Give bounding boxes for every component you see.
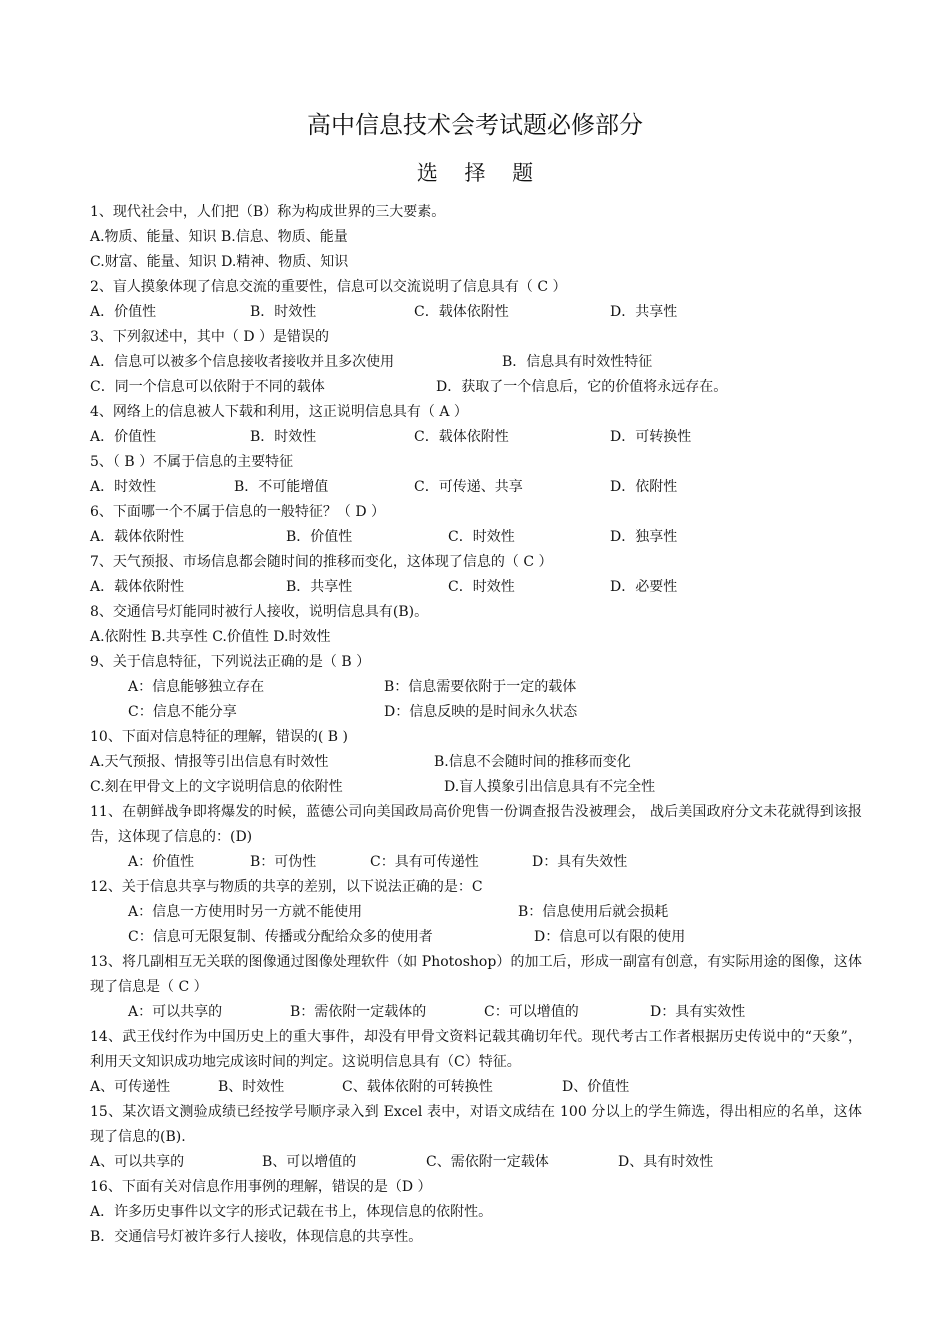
line-text: 6、下面哪一个不属于信息的一般特征？（ D ） <box>90 504 386 520</box>
line-text: C．同一个信息可以依附于不同的载体 <box>90 379 325 395</box>
line-text: B．时效性 <box>250 429 317 445</box>
text-line <box>90 350 862 375</box>
line-text: C、载体依附的可转换性 <box>342 1079 493 1095</box>
line-text: D．可转换性 <box>610 429 692 445</box>
line-text: D．获取了一个信息后，它的价值将永远存在。 <box>436 379 728 395</box>
line-text: 12、关于信息共享与物质的共享的差别，以下说法正确的是：C <box>90 879 483 895</box>
line-text: C、需依附一定载体 <box>426 1154 549 1170</box>
line-text: A．时效性 <box>90 479 157 495</box>
line-text: B．时效性 <box>250 304 317 320</box>
question-text: 14、武王伐纣作为中国历史上的重大事件，却没有甲骨文资料记载其确切年代。现代考古工作者根据历史传说中的“天象”，利用天文知识成功地完成该时间的判定。这说明信息具有（C）特征。 <box>90 1029 862 1070</box>
line-text: B.信息不会随时间的推移而变化 <box>434 754 631 770</box>
text-line <box>90 850 862 875</box>
line-text: A.天气预报、情报等引出信息有时效性 <box>90 754 329 770</box>
text-line <box>90 200 862 225</box>
line-text: 7、天气预报、市场信息都会随时间的推移而变化，这体现了信息的（ C ） <box>90 554 553 570</box>
text-line <box>90 650 862 675</box>
text-line <box>90 625 862 650</box>
text-line <box>90 375 862 400</box>
line-text: D.盲人摸象引出信息具有不完全性 <box>444 779 656 795</box>
text-line <box>90 900 862 925</box>
line-text: C．载体依附性 <box>414 429 509 445</box>
text-line <box>90 250 862 275</box>
text-line <box>90 775 862 800</box>
line-text: A：价值性 <box>128 854 195 870</box>
question-text: 11、在朝鲜战争即将爆发的时候，蓝德公司向美国政局高价兜售一份调查报告没被理会， 战后美国政府分文未花就得到该报告，这体现了信息的：(D) <box>90 804 862 845</box>
line-text: C．可传递、共享 <box>414 479 523 495</box>
line-text: A：信息能够独立存在 <box>128 679 265 695</box>
line-text: 5、（ B ）不属于信息的主要特征 <box>90 454 294 470</box>
text-line <box>90 325 862 350</box>
line-text: D：具有实效性 <box>650 1004 746 1020</box>
line-text: D．依附性 <box>610 479 678 495</box>
line-text: D、价值性 <box>562 1079 630 1095</box>
line-text: C：信息不能分享 <box>128 704 237 720</box>
text-line <box>90 925 862 950</box>
line-text: A、可传递性 <box>90 1079 171 1095</box>
line-text: B：需依附一定载体的 <box>290 1004 427 1020</box>
line-text: D：信息可以有限的使用 <box>534 929 686 945</box>
line-text: A.依附性 B.共享性 C.价值性 D.时效性 <box>90 629 331 645</box>
line-text: 2、盲人摸象体现了信息交流的重要性，信息可以交流说明了信息具有（ C ） <box>90 279 567 295</box>
text-line <box>90 525 862 550</box>
text-line <box>90 1200 862 1225</box>
line-text: 3、下列叙述中，其中（ D ）是错误的 <box>90 329 330 345</box>
line-text: D．必要性 <box>610 579 678 595</box>
question-text: 15、某次语文测验成绩已经按学号顺序录入到 Excel 表中，对语文成结在 100 分以上的学生筛选，得出相应的名单，这体现了信息的(B). <box>90 1104 862 1145</box>
text-line <box>90 450 862 475</box>
line-text: B．不可能增值 <box>234 479 329 495</box>
line-text: C．时效性 <box>448 529 515 545</box>
line-text: C．载体依附性 <box>414 304 509 320</box>
text-line <box>90 225 862 250</box>
line-text: A．许多历史事件以文字的形式记载在书上，体现信息的依附性。 <box>90 1204 493 1220</box>
line-text: 1、现代社会中，人们把（B）称为构成世界的三大要素。 <box>90 204 446 220</box>
line-text: 8、交通信号灯能同时被行人接收，说明信息具有(B)。 <box>90 604 429 620</box>
line-text: A.物质、能量、知识 B.信息、物质、能量 <box>90 229 348 245</box>
line-text: C：信息可无限复制、传播或分配给众多的使用者 <box>128 929 433 945</box>
text-line <box>90 550 862 575</box>
line-text: C：具有可传递性 <box>370 854 479 870</box>
line-text: A：可以共享的 <box>128 1004 223 1020</box>
page-title: 高中信息技术会考试题必修部分 <box>307 111 643 139</box>
line-text: 16、下面有关对信息作用事例的理解，错误的是（D ） <box>90 1179 432 1195</box>
text-line <box>90 725 862 750</box>
line-text: B：信息需要依附于一定的载体 <box>384 679 577 695</box>
line-text: 4、网络上的信息被人下载和利用，这正说明信息具有（ A ） <box>90 404 468 420</box>
line-text: B、可以增值的 <box>262 1154 357 1170</box>
line-text: C.财富、能量、知识 D.精神、物质、知识 <box>90 254 349 270</box>
line-text: A．价值性 <box>90 429 157 445</box>
line-text: B．信息具有时效性特征 <box>502 354 653 370</box>
text-line <box>90 1150 862 1175</box>
line-text: A、可以共享的 <box>90 1154 185 1170</box>
line-text: A．价值性 <box>90 304 157 320</box>
text-line <box>90 500 862 525</box>
text-line <box>90 1075 862 1100</box>
line-text: A．信息可以被多个信息接收者接收并且多次使用 <box>90 354 395 370</box>
line-text: A．载体依附性 <box>90 579 185 595</box>
line-text: C.刻在甲骨文上的文字说明信息的依附性 <box>90 779 343 795</box>
text-line <box>90 400 862 425</box>
text-line <box>90 575 862 600</box>
line-text: B、时效性 <box>218 1079 285 1095</box>
line-text: A．载体依附性 <box>90 529 185 545</box>
text-line <box>90 600 862 625</box>
line-text: B：信息使用后就会损耗 <box>518 904 669 920</box>
line-text: D：信息反映的是时间永久状态 <box>384 704 578 720</box>
line-text: B．价值性 <box>286 529 353 545</box>
line-text: 9、关于信息特征，下列说法正确的是（ B ） <box>90 654 371 670</box>
question-text: 13、将几副相互无关联的图像通过图像处理软件（如 Photoshop）的加工后，形成一副富有创意，有实际用途的图像，这体现了信息是（ C ） <box>90 954 862 995</box>
text-line <box>90 875 862 900</box>
line-text: D．共享性 <box>610 304 678 320</box>
line-text: A：信息一方使用时另一方就不能使用 <box>128 904 363 920</box>
text-line <box>90 700 862 725</box>
question-list <box>90 200 862 1250</box>
line-text: C：可以增值的 <box>484 1004 579 1020</box>
line-text: C．时效性 <box>448 579 515 595</box>
text-line <box>90 675 862 700</box>
text-line <box>90 750 862 775</box>
text-line <box>90 300 862 325</box>
line-text: B．共享性 <box>286 579 353 595</box>
section-heading: 选 择 题 <box>416 161 544 185</box>
line-text: B．交通信号灯被许多行人接收，体现信息的共享性。 <box>90 1229 423 1245</box>
text-line <box>90 275 862 300</box>
line-text: D、具有时效性 <box>618 1154 714 1170</box>
line-text: 10、下面对信息特征的理解，错误的( B ) <box>90 729 348 745</box>
line-text: B：可伪性 <box>250 854 317 870</box>
text-line <box>90 475 862 500</box>
line-text: D．独享性 <box>610 529 678 545</box>
text-line <box>90 1225 862 1250</box>
line-text: D：具有失效性 <box>532 854 628 870</box>
text-line <box>90 1000 862 1025</box>
text-line <box>90 1175 862 1200</box>
text-line <box>90 425 862 450</box>
